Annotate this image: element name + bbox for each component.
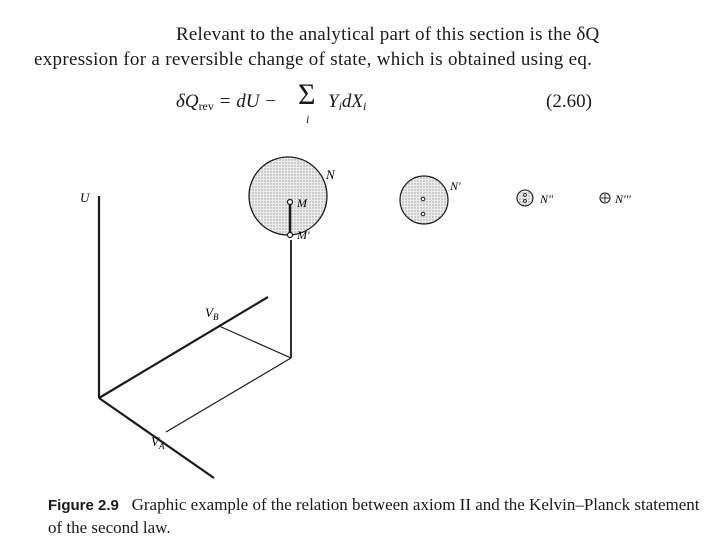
point-m1-marker: [288, 233, 293, 238]
circle-n2-label: N": [540, 192, 554, 206]
equation-term: $Y_idX_i$: [328, 91, 367, 113]
point-m1-label: M': [297, 228, 310, 242]
intro-text-line-1: Relevant to the analytical part of this section is the δQ: [176, 24, 600, 45]
axis-u-label: U: [80, 190, 90, 205]
circle-n-label: N: [326, 167, 335, 182]
circle-n1-point-lower: [421, 212, 425, 216]
circle-n2-point-lower: [524, 200, 527, 203]
intro-text-line-2: expression for a reversible change of state, which is obtained using eq.: [34, 49, 593, 70]
circle-n3-label: N''': [615, 192, 631, 206]
figure-caption-text: Graphic example of the relation between axiom II and the Kelvin–Planck statement of the second law.: [48, 495, 700, 537]
circle-n2-point-upper: [524, 194, 527, 197]
summation-index: i: [306, 112, 310, 126]
projection-line-from-vb: [219, 326, 291, 358]
state-circle-n2: [517, 190, 533, 206]
equation-lhs: $\delta Q_{rev}$ = dU −: [176, 91, 278, 113]
circle-n1-point-upper: [421, 197, 425, 201]
state-circle-n: [249, 157, 327, 235]
circle-n1-label: N': [450, 179, 461, 193]
point-m-marker: [288, 200, 293, 205]
summation-symbol: Σ: [298, 78, 316, 111]
axis-vb-label: $V_B$: [205, 305, 219, 322]
equation-number: (2.60): [546, 91, 592, 112]
figure-caption-label: Figure 2.9: [48, 497, 119, 514]
axis-vb-line: [99, 297, 268, 398]
axis-va-label: $V_A$: [151, 434, 165, 451]
projection-line-from-va: [166, 358, 291, 432]
figure-caption: [48, 494, 708, 539]
point-m-label: M: [297, 196, 307, 210]
